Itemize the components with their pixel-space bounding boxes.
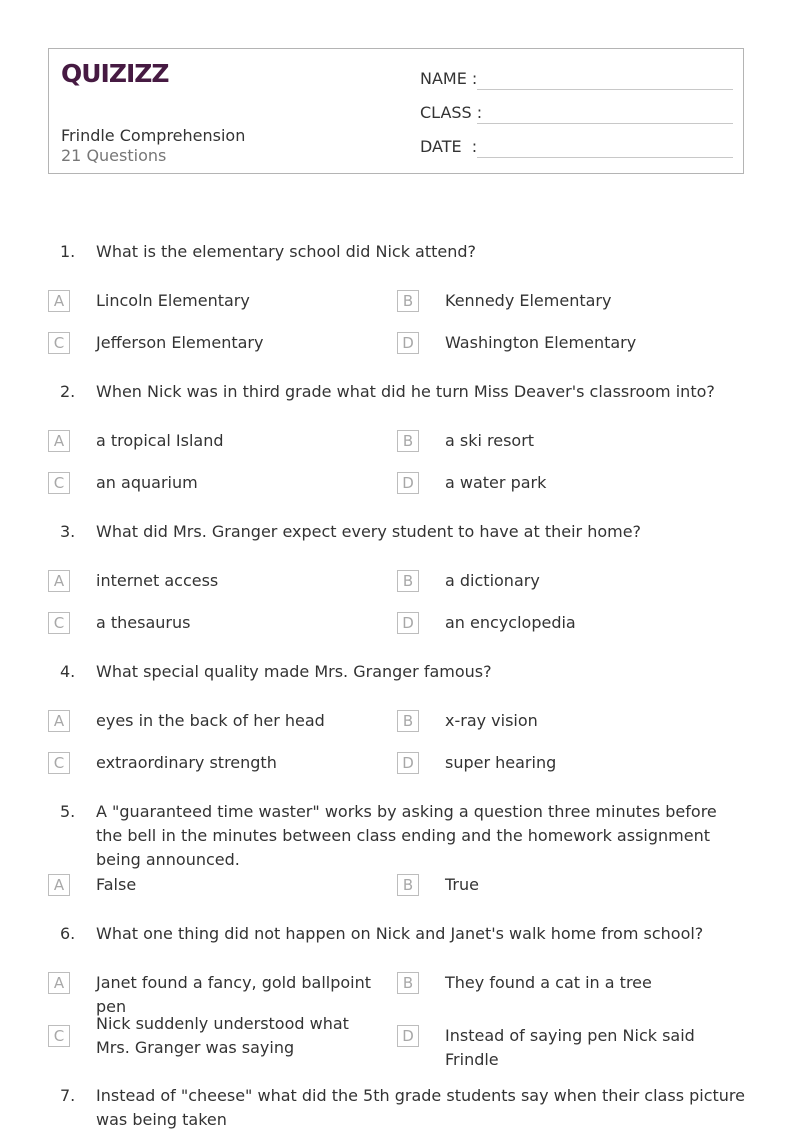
name-line [477,89,733,90]
class-line [477,123,733,124]
date-field[interactable] [420,137,733,161]
option-letter-box: C [48,332,70,354]
option-letter-box: C [48,612,70,634]
option-text: internet access [96,571,219,590]
question-number: 6. [60,924,76,943]
option-letter-box: A [48,710,70,732]
option-text: an aquarium [96,473,198,492]
option-letter-box: D [397,472,419,494]
option-text: x-ray vision [445,711,538,730]
option-text: Jefferson Elementary [96,333,264,352]
option-letter-box: C [48,472,70,494]
option-text: a tropical Island [96,431,224,450]
option-text: Washington Elementary [445,333,637,352]
option-text: False [96,875,137,894]
question-text: What is the elementary school did Nick attend? [96,242,477,261]
question-text: What one thing did not happen on Nick and Janet's walk home from school? [96,924,704,943]
class-label: CLASS : [420,103,483,122]
name-field[interactable] [420,69,733,93]
option-text: a dictionary [445,571,540,590]
option-letter-box: D [397,752,419,774]
option-letter-box: A [48,874,70,896]
option-letter-box: B [397,710,419,732]
option-letter-box: A [48,570,70,592]
class-field[interactable] [420,103,733,127]
option-text: True [445,875,479,894]
question-number: 3. [60,522,76,541]
option-text: a water park [445,473,547,492]
date-line [477,157,733,158]
question-number: 2. [60,382,76,401]
name-label: NAME : [420,69,478,88]
option-letter-box: B [397,874,419,896]
option-text: Lincoln Elementary [96,291,250,310]
question-number: 4. [60,662,76,681]
option-letter-box: B [397,972,419,994]
option-text: a thesaurus [96,613,191,632]
option-text: Instead of saying pen Nick said Frindle [445,1026,695,1069]
quizizz-logo: QUIZIZZ [61,59,169,88]
question-count: 21 Questions [61,146,167,165]
option-letter-box: A [48,972,70,994]
option-letter-box: C [48,1025,70,1047]
question-text: Instead of "cheese" what did the 5th grade students say when their class picture was being taken [96,1086,745,1129]
option-letter-box: C [48,752,70,774]
question-text: What special quality made Mrs. Granger famous? [96,662,492,681]
option-letter-box: B [397,570,419,592]
option-letter-box: A [48,290,70,312]
question-text: When Nick was in third grade what did he turn Miss Deaver's classroom into? [96,382,715,401]
option-letter-box: D [397,612,419,634]
option-letter-box: D [397,1025,419,1047]
option-text: a ski resort [445,431,535,450]
question-number: 1. [60,242,76,261]
option-text: super hearing [445,753,557,772]
option-letter-box: A [48,430,70,452]
date-label: DATE : [420,137,478,156]
worksheet-header [48,48,744,174]
option-text: an encyclopedia [445,613,576,632]
option-text: Janet found a fancy, gold ballpoint pen [96,973,372,1016]
question-number: 5. [60,802,76,821]
question-text: A "guaranteed time waster" works by asking a question three minutes before the bell in the minutes between class ending and the homework assignment being announced. [96,802,717,869]
option-letter-box: B [397,290,419,312]
option-text: extraordinary strength [96,753,277,772]
question-text: What did Mrs. Granger expect every student to have at their home? [96,522,642,541]
option-letter-box: B [397,430,419,452]
option-text: They found a cat in a tree [445,973,652,992]
option-letter-box: D [397,332,419,354]
option-text: Kennedy Elementary [445,291,612,310]
option-text: Nick suddenly understood what Mrs. Granger was saying [96,1014,349,1057]
option-text: eyes in the back of her head [96,711,325,730]
question-number: 7. [60,1086,76,1105]
worksheet-title: Frindle Comprehension [61,126,246,145]
